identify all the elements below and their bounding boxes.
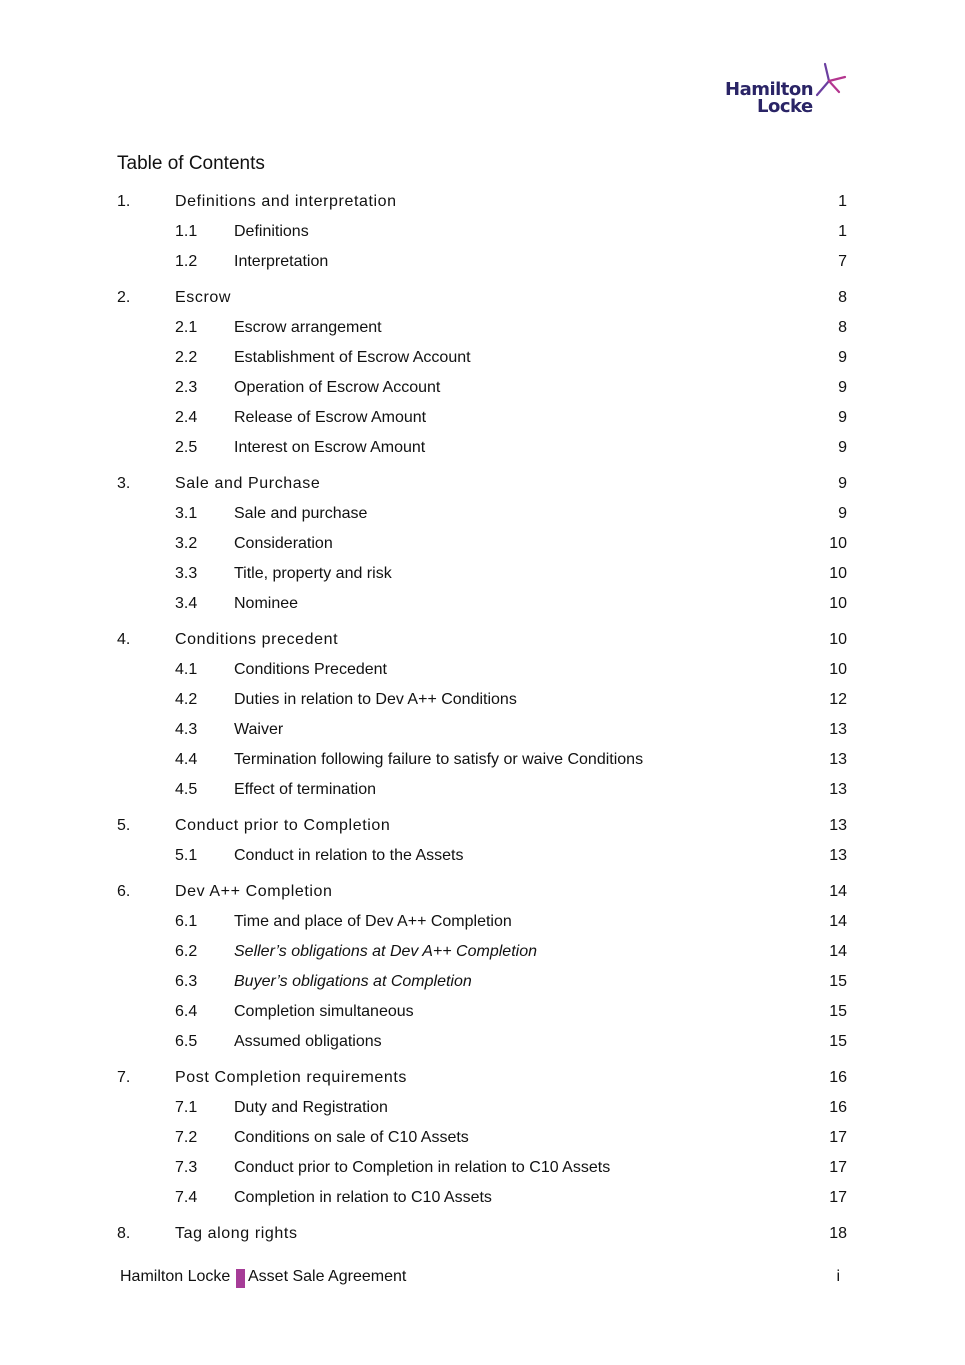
toc-subsection-entry[interactable] [117, 1099, 847, 1121]
toc-entry-page: 13 [829, 847, 847, 864]
toc-entry-number: 4. [117, 631, 131, 648]
toc-subsection-entry[interactable] [117, 505, 847, 527]
toc-entry-label: Conditions precedent [175, 631, 339, 648]
toc-entry-number: 1.2 [175, 253, 198, 270]
toc-entry-number: 3. [117, 475, 131, 492]
toc-subsection-entry[interactable] [117, 565, 847, 587]
toc-entry-label: Waiver [234, 721, 284, 738]
toc-subsection-entry[interactable] [117, 439, 847, 461]
toc-entry-page: 13 [829, 721, 847, 738]
toc-entry-label: Conduct prior to Completion [175, 817, 391, 834]
toc-subsection-entry[interactable] [117, 721, 847, 743]
toc-entry-number: 2.2 [175, 349, 198, 366]
toc-entry-number: 6. [117, 883, 131, 900]
toc-section-entry[interactable] [117, 1225, 847, 1247]
toc-entry-label: Release of Escrow Amount [234, 409, 427, 426]
toc-entry-page: 9 [838, 379, 847, 396]
toc-section-entry[interactable] [117, 817, 847, 839]
toc-entry-label: Time and place of Dev A++ Completion [234, 913, 512, 930]
toc-entry-page: 9 [838, 475, 847, 492]
toc-entry-label: Conduct prior to Completion in relation to C10 Assets [234, 1159, 611, 1176]
toc-section-entry[interactable] [117, 1069, 847, 1091]
toc-entry-label: Operation of Escrow Account [234, 379, 441, 396]
toc-entry-label: Duties in relation to Dev A++ Conditions [234, 691, 517, 708]
toc-entry-number: 2.3 [175, 379, 198, 396]
toc-entry-page: 10 [829, 661, 847, 678]
toc-subsection-entry[interactable] [117, 223, 847, 245]
toc-entry-label: Conditions on sale of C10 Assets [234, 1129, 469, 1146]
toc-subsection-entry[interactable] [117, 595, 847, 617]
toc-entry-label: Effect of termination [234, 781, 376, 798]
toc-subsection-entry[interactable] [117, 691, 847, 713]
toc-entry-number: 6.5 [175, 1033, 198, 1050]
toc-entry-number: 7.1 [175, 1099, 198, 1116]
toc-subsection-entry[interactable] [117, 379, 847, 401]
toc-entry-number: 1.1 [175, 223, 198, 240]
toc-subsection-entry[interactable] [117, 751, 847, 773]
toc-entry-page: 14 [829, 883, 847, 900]
toc-entry-page: 12 [829, 691, 847, 708]
toc-entry-number: 2.4 [175, 409, 198, 426]
toc-title: Table of Contents [117, 153, 265, 174]
toc-entry-number: 6.4 [175, 1003, 198, 1020]
toc-entry-number: 7.2 [175, 1129, 198, 1146]
page-footer [120, 1268, 840, 1290]
toc-entry-page: 1 [838, 193, 847, 210]
toc-entry-label: Completion in relation to C10 Assets [234, 1189, 492, 1206]
toc-entry-number: 1. [117, 193, 131, 210]
toc-section-entry[interactable] [117, 193, 847, 215]
toc-entry-page: 15 [829, 973, 847, 990]
toc-entry-label: Dev A++ Completion [175, 883, 333, 900]
toc-entry-page: 13 [829, 751, 847, 768]
toc-entry-label: Tag along rights [175, 1225, 298, 1242]
toc-entry-label: Sale and Purchase [175, 475, 321, 492]
toc-entry-page: 10 [829, 595, 847, 612]
toc-entry-page: 10 [829, 535, 847, 552]
toc-subsection-entry[interactable] [117, 943, 847, 965]
toc-entry-number: 3.4 [175, 595, 198, 612]
toc-entry-label: Assumed obligations [234, 1033, 382, 1050]
toc-entry-label: Interpretation [234, 253, 329, 270]
toc-entry-label: Completion simultaneous [234, 1003, 414, 1020]
toc-section-entry[interactable] [117, 289, 847, 311]
toc-entry-page: 13 [829, 817, 847, 834]
toc-entry-label: Definitions [234, 223, 309, 240]
logo-word-locke: Locke [757, 96, 813, 117]
logo-word-hamilton: Hamilton [725, 79, 814, 100]
toc-entry-number: 4.5 [175, 781, 198, 798]
toc-subsection-entry[interactable] [117, 349, 847, 371]
toc-entry-label: Escrow arrangement [234, 319, 382, 336]
toc-entry-label: Establishment of Escrow Account [234, 349, 471, 366]
toc-section-entry[interactable] [117, 475, 847, 497]
toc-entry-page: 10 [829, 631, 847, 648]
toc-entry-page: 9 [838, 439, 847, 456]
toc-entry-number: 3.1 [175, 505, 198, 522]
toc-subsection-entry[interactable] [117, 1033, 847, 1055]
toc-entry-page: 9 [838, 349, 847, 366]
toc-subsection-entry[interactable] [117, 1129, 847, 1151]
toc-entry-page: 14 [829, 913, 847, 930]
footer-brand: Hamilton Locke [120, 1268, 231, 1285]
toc-subsection-entry[interactable] [117, 253, 847, 275]
toc-subsection-entry[interactable] [117, 535, 847, 557]
toc-entry-number: 4.4 [175, 751, 198, 768]
toc-entry-number: 4.3 [175, 721, 198, 738]
toc-entry-number: 4.1 [175, 661, 198, 678]
footer-page-number: i [836, 1268, 840, 1285]
toc-entry-number: 8. [117, 1225, 131, 1242]
toc-subsection-entry[interactable] [117, 781, 847, 803]
toc-entry-page: 10 [829, 565, 847, 582]
toc-entry-page: 15 [829, 1033, 847, 1050]
toc-entry-label: Conduct in relation to the Assets [234, 847, 464, 864]
toc-entry-number: 2.1 [175, 319, 198, 336]
toc-entry-label: Termination following failure to satisfy or waive Conditions [234, 751, 644, 768]
toc-entry-label: Title, property and risk [234, 565, 392, 582]
toc-entry-number: 6.3 [175, 973, 198, 990]
toc-entry-label: Sale and purchase [234, 505, 368, 522]
toc-entry-page: 16 [829, 1069, 847, 1086]
toc-section-entry[interactable] [117, 883, 847, 905]
toc-entry-number: 6.1 [175, 913, 198, 930]
toc-entry-page: 8 [838, 319, 847, 336]
toc-entry-page: 15 [829, 1003, 847, 1020]
toc-entry-number: 5. [117, 817, 131, 834]
toc-entry-page: 7 [838, 253, 847, 270]
toc-subsection-entry[interactable] [117, 1159, 847, 1181]
toc-entry-label: Interest on Escrow Amount [234, 439, 426, 456]
toc-entry-page: 13 [829, 781, 847, 798]
toc-entry-label: Definitions and interpretation [175, 193, 397, 210]
toc-entry-page: 1 [838, 223, 847, 240]
toc-subsection-entry[interactable] [117, 847, 847, 869]
toc-entry-page: 17 [829, 1159, 847, 1176]
toc-entry-label: Conditions Precedent [234, 661, 387, 678]
toc-entry-page: 8 [838, 289, 847, 306]
toc-entry-page: 14 [829, 943, 847, 960]
toc-entry-number: 4.2 [175, 691, 198, 708]
toc-entry-label: Nominee [234, 595, 299, 612]
logo-star-icon [814, 62, 848, 102]
toc-subsection-entry[interactable] [117, 1003, 847, 1025]
toc-entry-number: 2.5 [175, 439, 198, 456]
toc-entry-page: 18 [829, 1225, 847, 1242]
toc-section-entry[interactable] [117, 631, 847, 653]
toc-entry-page: 17 [829, 1129, 847, 1146]
toc-subsection-entry[interactable] [117, 661, 847, 683]
toc-entry-page: 9 [838, 505, 847, 522]
toc-subsection-entry[interactable] [117, 1189, 847, 1211]
toc-entry-number: 6.2 [175, 943, 198, 960]
toc-entry-number: 7.3 [175, 1159, 198, 1176]
hamilton-locke-logo [722, 60, 852, 120]
toc-entry-label: Buyer’s obligations at Completion [234, 973, 472, 990]
toc-entry-page: 16 [829, 1099, 847, 1116]
toc-entry-label: Consideration [234, 535, 333, 552]
footer-document-title: Asset Sale Agreement [248, 1268, 407, 1285]
toc-entry-label: Seller’s obligations at Dev A++ Completion [234, 943, 537, 960]
toc-entry-number: 5.1 [175, 847, 198, 864]
toc-entry-label: Escrow [175, 289, 232, 306]
toc-subsection-entry[interactable] [117, 319, 847, 341]
toc-entry-page: 9 [838, 409, 847, 426]
toc-entry-number: 7. [117, 1069, 131, 1086]
toc-entry-number: 2. [117, 289, 131, 306]
toc-entry-number: 3.2 [175, 535, 198, 552]
toc-subsection-entry[interactable] [117, 973, 847, 995]
toc-entry-label: Post Completion requirements [175, 1069, 408, 1086]
toc-subsection-entry[interactable] [117, 913, 847, 935]
toc-entry-number: 3.3 [175, 565, 198, 582]
toc-entry-page: 17 [829, 1189, 847, 1206]
toc-subsection-entry[interactable] [117, 409, 847, 431]
toc-entry-number: 7.4 [175, 1189, 198, 1206]
toc-entry-label: Duty and Registration [234, 1099, 388, 1116]
footer-divider-bar [236, 1269, 245, 1288]
